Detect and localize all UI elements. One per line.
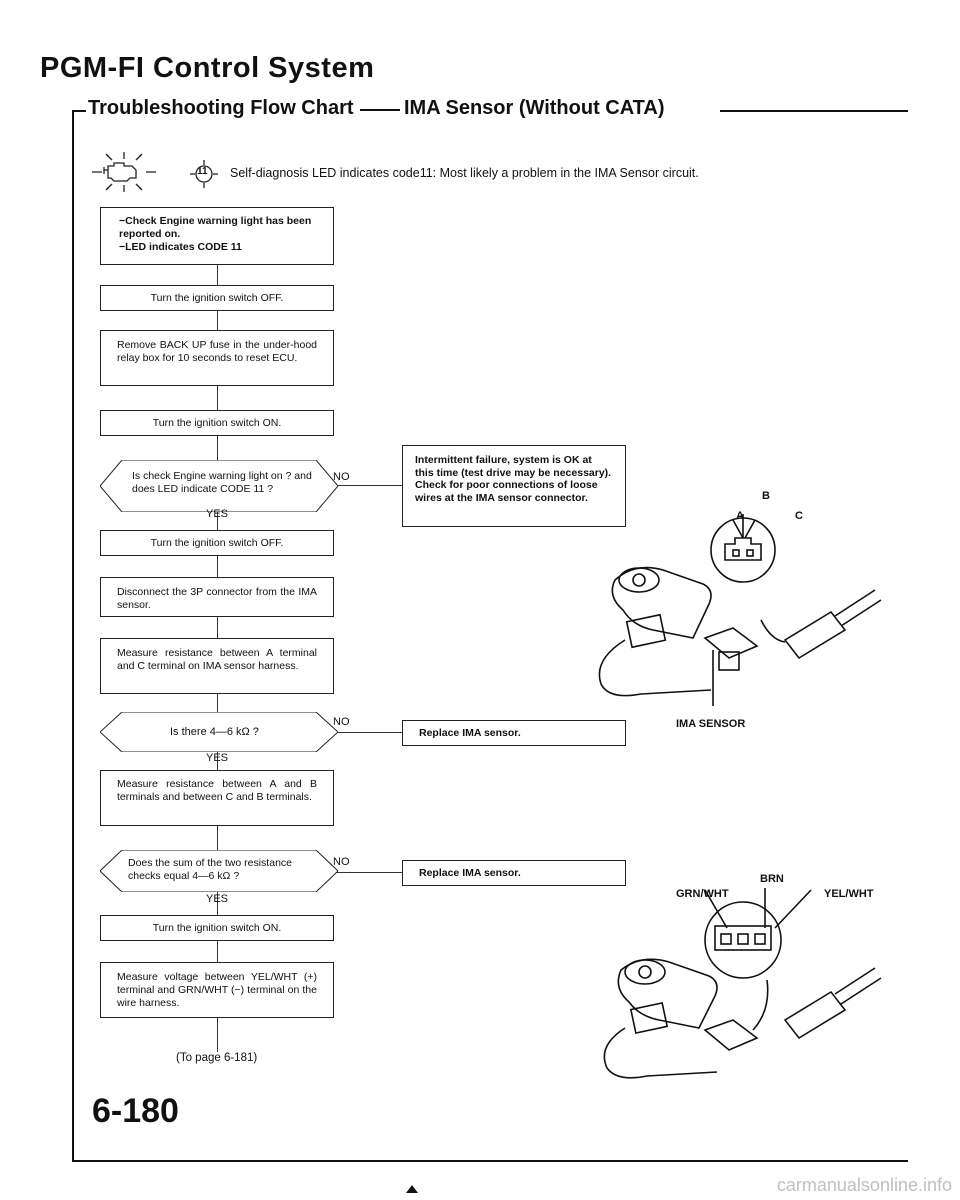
- answer-no-3: NO: [333, 856, 350, 868]
- watermark: carmanualsonline.info: [776, 1175, 952, 1195]
- page-number: 6-180: [92, 1092, 179, 1130]
- check-engine-icon: [92, 152, 156, 192]
- answer-no-2: NO: [333, 716, 350, 728]
- step-ignition-off-2: Turn the ignition switch OFF.: [100, 530, 334, 556]
- answer-yes-3: YES: [206, 893, 229, 905]
- answer-no-1: NO: [333, 471, 350, 483]
- ima-sensor-caption: IMA SENSOR: [676, 718, 746, 730]
- subtitle-left: Troubleshooting Flow Chart: [88, 97, 354, 119]
- terminal-b-label: B: [762, 490, 770, 502]
- terminal-c-label: C: [795, 510, 803, 522]
- blinking-code-number: 11: [197, 166, 208, 177]
- header-left-rule: [72, 110, 74, 1160]
- terminal-a-label: A: [736, 510, 744, 522]
- decision-resistance-text: Is there 4—6 kΩ ?: [170, 726, 259, 738]
- step-measure-ab-cb: Measure resistance between A and B terminals and between C and B terminals.: [100, 770, 334, 826]
- footer-rule: [72, 1160, 908, 1162]
- triangle-mark-icon: [406, 1185, 418, 1193]
- decision-sum-text: Does the sum of the two resistance checks equal 4—6 kΩ ?: [128, 857, 292, 882]
- wire-grn-wht-label: GRN/WHT: [676, 888, 729, 900]
- diagnosis-text: Self-diagnosis LED indicates code11: Most likely a problem in the IMA Sensor circuit.: [230, 166, 699, 180]
- result-replace-2: Replace IMA sensor.: [402, 860, 626, 886]
- ima-sensor-illustration: [585, 500, 885, 720]
- step-ignition-on-1: Turn the ignition switch ON.: [100, 410, 334, 436]
- subtitle-right: IMA Sensor (Without CATA): [404, 97, 665, 119]
- result-replace-1: Replace IMA sensor.: [402, 720, 626, 746]
- subtitle-right-rule: [720, 110, 908, 112]
- wire-brn-label: BRN: [760, 873, 784, 885]
- harness-connector-illustration: [585, 880, 885, 1090]
- subtitle-dash: [360, 109, 400, 111]
- wire-yel-wht-label: YEL/WHT: [824, 888, 874, 900]
- step-ignition-off-1: Turn the ignition switch OFF.: [100, 285, 334, 311]
- step-ignition-on-2: Turn the ignition switch ON.: [100, 915, 334, 941]
- result-intermittent: Intermittent failure, system is OK at this time (test drive may be necessary). Check for poor connections of loose wires at the IMA sensor connector.: [402, 445, 626, 527]
- answer-yes-2: YES: [206, 752, 229, 764]
- step-measure-voltage: Measure voltage between YEL/WHT (+) terminal and GRN/WHT (−) terminal on the wire harness.: [100, 962, 334, 1018]
- step-remove-backup-fuse: Remove BACK UP fuse in the under-hood relay box for 10 seconds to reset ECU.: [100, 330, 334, 386]
- answer-yes-1: YES: [206, 508, 229, 520]
- decision-code-text: Is check Engine warning light on ? and does LED indicate CODE 11 ?: [132, 470, 312, 495]
- continue-note: (To page 6-181): [176, 1052, 258, 1064]
- step-warning-reported: −Check Engine warning light has been reported on. −LED indicates CODE 11: [100, 207, 334, 265]
- step-measure-a-c: Measure resistance between A terminal and C terminal on IMA sensor harness.: [100, 638, 334, 694]
- step-disconnect-3p: Disconnect the 3P connector from the IMA sensor.: [100, 577, 334, 617]
- page-title: PGM-FI Control System: [40, 52, 375, 84]
- header-left-tick: [72, 110, 86, 112]
- branch-line-3: [337, 872, 402, 873]
- branch-line-1: [337, 485, 402, 486]
- branch-line-2: [337, 732, 402, 733]
